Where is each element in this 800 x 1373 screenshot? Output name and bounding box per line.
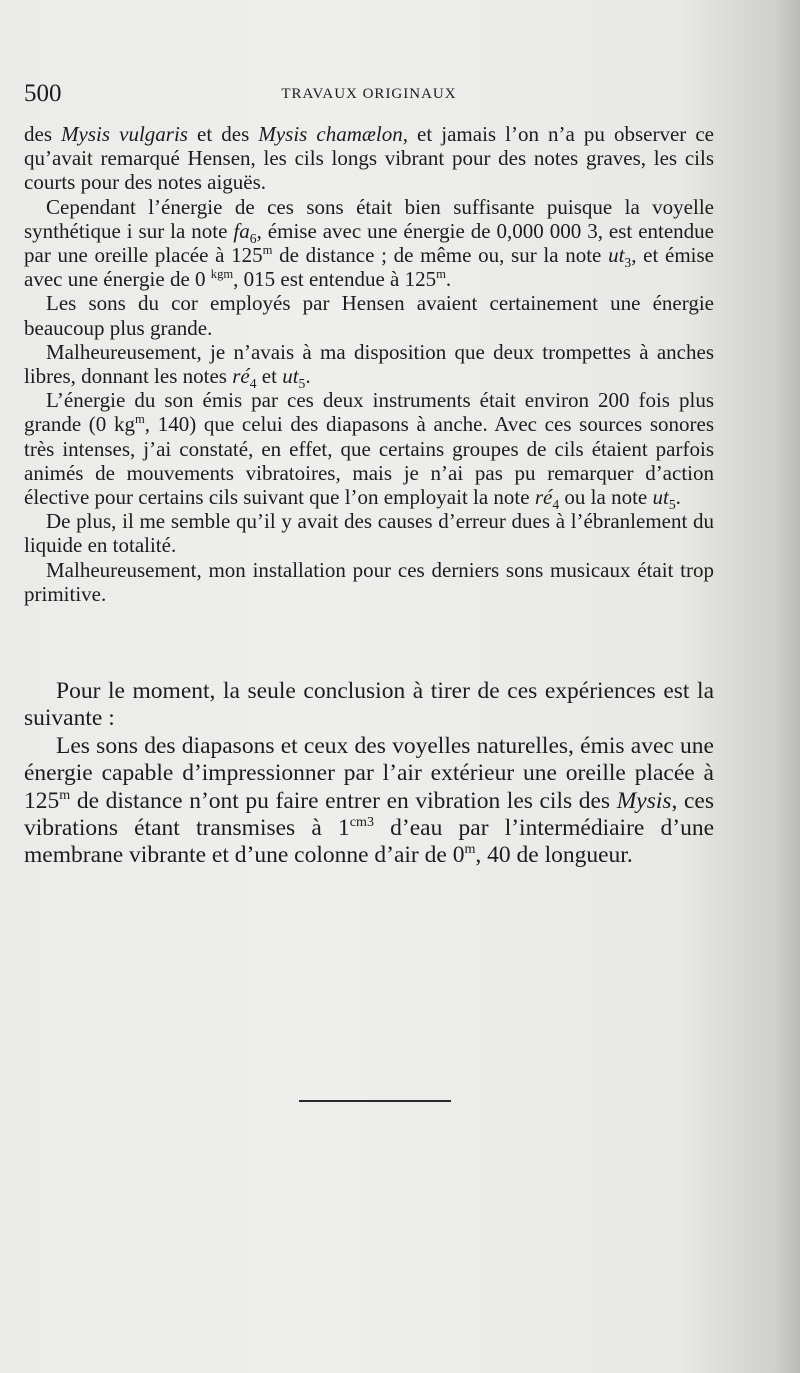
body-text	[24, 122, 714, 606]
paragraph: Cependant l’énergie de ces sons était bien suffisante puisque la voyelle synthétique i sur la note $fa_6$, émise avec une énergie de 0,000 000 3, est entendue par une oreille placée à 125$^m$ de distance ; de même ou, sur la note $ut_3$, et émise avec une énergie de 0 $^{kgm}$, 015 est entendue à 125$^m$.	[24, 194, 714, 292]
paragraph: Les sons du cor employés par Hensen avaient certainement une énergie beaucoup plus grande.	[24, 291, 714, 340]
paragraph: des Mysis vulgaris et des Mysis chamælon, et jamais l’on n’a pu observer ce qu’avait remarqué Hensen, les cils longs vibrant pour des notes graves, les cils courts pour des notes aiguës.	[24, 122, 714, 195]
conclusion-text	[24, 678, 714, 870]
paragraph: Les sons des diapasons et ceux des voyelles naturelles, émis avec une énergie capable d’impressionner par l’air extérieur une oreille placée à 125$^m$ de distance n’ont pu faire entrer en vibration les cils des Mysis, ces vibrations étant transmises à $1^{cm3}$ d’eau par l’intermédiaire d’une membrane vibrante et d’une colonne d’air de 0$^m$, 40 de longueur.	[24, 732, 715, 869]
paragraph: Pour le moment, la seule conclusion à tirer de ces expériences est la suivante :	[24, 678, 714, 732]
running-head: TRAVAUX ORIGINAUX	[281, 86, 457, 102]
paragraph: Malheureusement, je n’avais à ma disposition que deux trompettes à anches libres, donnant les notes $ré_4$ et $ut_5$.	[24, 339, 714, 392]
page-number: 500	[24, 80, 62, 107]
paragraph: L’énergie du son émis par ces deux instruments était environ 200 fois plus grande (0 $kg^m$, 140) que celui des diapasons à anche. Avec ces sources sonores très intenses, j’ai constaté, en effet, que certains groupes de cils étaient parfois animés de mouvements vibratoires, mais je n’ai pas pu remarquer d’action élective pour certains cils suivant que l’on employait la note $ré_4$ ou la note $ut_5$.	[24, 388, 714, 513]
page-header	[24, 80, 714, 110]
paragraph: Malheureusement, mon installation pour ces derniers sons musicaux était trop primitive.	[24, 557, 714, 606]
section-divider	[299, 1100, 451, 1102]
paragraph: De plus, il me semble qu’il y avait des causes d’erreur dues à l’ébranlement du liquide en totalité.	[24, 509, 714, 558]
